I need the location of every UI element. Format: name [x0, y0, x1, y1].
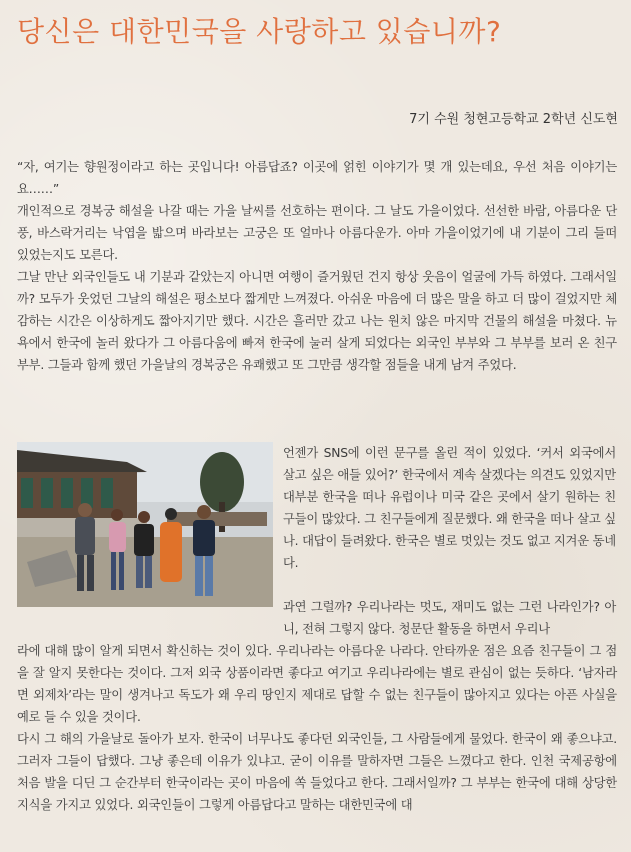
group-photo — [17, 442, 273, 607]
paragraph-sns: 언젠가 SNS에 이런 문구를 올린 적이 있었다. ‘커서 외국에서 살고 싶은 애들 있어?’ 한국에서 계속 살겠다는 의견도 있었지만 대부분 한국을 떠나 유럽이나 미국 같은 곳에서 살기 원하는 친구들이 많았다. 그 친구들에게 질문했다. 왜 한국을 떠나 살고 싶나. 대답이 들려왔다. 한국은 별로 멋있는 것도 없고 지겨운 동네다. — [283, 446, 616, 570]
paragraph-question: 과연 그럴까? 우리나라는 멋도, 재미도 없는 그런 나라인가? 아니, 전혀 그렇지 않다. 청문단 활동을 하면서 우리나 — [283, 600, 616, 636]
opening-quote: “자, 여기는 향원정이라고 하는 곳입니다! 아름답죠? 이곳에 얽힌 이야기가 몇 개 있는데요, 우선 처음 이야기는요……” — [17, 160, 617, 196]
paragraph-autumn: 개인적으로 경복궁 해설을 나갈 때는 가을 날씨를 선호하는 편이다. 그 날도 가을이었다. 선선한 바람, 아름다운 단풍, 바스락거리는 낙엽을 밟으며 바라보는 고궁은 또 얼마나 아름다운가. 아마 가을이었기에 내 기분이 그리 들떠 있었는지도 모른다. — [17, 204, 617, 262]
paragraph-last: 다시 그 해의 가을날로 돌아가 보자. 한국이 너무나도 좋다던 외국인들, 그 사람들에게 물었다. 한국이 왜 좋으냐고. 그러자 그들이 답했다. 그냥 좋은데 이유가 있냐고. 굳이 이유를 말하자면 그들은 느꼈다고 한다. 인천 국제공항에 처음 발을 디딘 그 순간부터 한국이라는 곳이 마음에 쏙 들었다고 한다. 그래서일까? 그 부부는 한국에 대해 상당한 지식을 가지고 있었다. 외국인들이 그렇게 아름답다고 말하는 대한민국에 대 — [17, 732, 617, 812]
palace-photo-illustration — [17, 442, 273, 607]
paragraph-continued: 라에 대해 많이 알게 되면서 확신하는 것이 있다. 우리나라는 아름다운 나라다. 안타까운 점은 요즘 친구들이 그 점을 잘 알지 못한다는 것이다. 그저 외국 상품이라면 좋다고 여기고 우리나라에는 별로 관심이 없는 듯하다. ‘남자라면 외제차’라는 말이 생겨나고 독도가 왜 우리 땅인지 제대로 답할 수 없는 친구들이 많아지고 있다는 아픈 사실을 예로 들 수 있을 것이다. — [17, 644, 617, 724]
author-byline: 7기 수원 청현고등학교 2학년 신도현 — [409, 112, 618, 127]
paragraph-foreigners: 그날 만난 외국인들도 내 기분과 같았는지 아니면 여행이 즐거웠던 건지 항상 웃음이 얼굴에 가득 하였다. 그래서일까? 모두가 웃었던 그날의 해설은 평소보다 짧게만 느껴졌다. 아쉬운 마음에 더 많은 말을 하고 더 많이 걸었지만 체감하는 시간은 이상하게도 짧아지기만 했다. 시간은 흘러만 갔고 나는 원치 않은 마지막 건물의 해설을 마쳤다. 뉴욕에서 한국에 놀러 왔다가 그 아름다움에 빠져 한국에 눌러 살게 되었다는 외국인 부부와 그 부부를 보러 온 친구 부부. 그들과 함께 했던 가을날의 경복궁은 유쾌했고 또 그만큼 생각할 점들을 내게 남겨 주었다. — [17, 270, 617, 372]
article-title: 당신은 대한민국을 사랑하고 있습니까? — [17, 15, 502, 48]
